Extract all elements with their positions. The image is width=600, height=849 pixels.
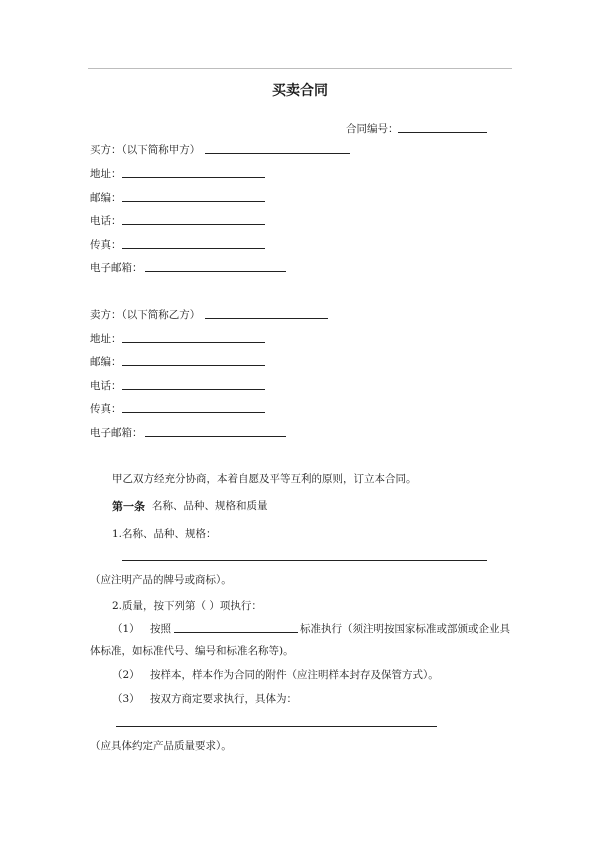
seller-address-field[interactable] [122, 342, 265, 343]
page-title: 买卖合同 [272, 83, 328, 99]
seller-fax-field[interactable] [122, 412, 265, 413]
contract-no-label: 合同编号： [346, 123, 399, 135]
article1-number: 第一条 [112, 500, 145, 513]
buyer-address-label: 地址： [90, 168, 122, 180]
option3-number: （3） [112, 693, 140, 705]
top-divider [88, 68, 512, 69]
buyer-email-field[interactable] [145, 271, 286, 272]
contract-no-field[interactable] [398, 132, 487, 133]
seller-phone-label: 电话： [90, 380, 122, 392]
buyer-fax-label: 传真： [90, 239, 122, 251]
option3-text: 按双方商定要求执行，具体为： [150, 693, 297, 705]
buyer-name-field[interactable] [205, 153, 350, 154]
option1-pre: 按照 [150, 623, 171, 635]
buyer-postcode-field[interactable] [122, 201, 265, 202]
option3-field[interactable] [116, 726, 437, 727]
seller-name-field[interactable] [205, 318, 328, 319]
seller-phone-field[interactable] [122, 389, 265, 390]
buyer-address-field[interactable] [122, 177, 265, 178]
final-note: （应具体约定产品质量要求）。 [90, 740, 232, 752]
seller-postcode-field[interactable] [122, 365, 265, 366]
seller-address-label: 地址： [90, 333, 122, 345]
intro-paragraph: 甲乙双方经充分协商，本着自愿及平等互利的原则，订立本合同。 [112, 473, 417, 485]
option1-number: （1） [112, 623, 140, 635]
buyer-postcode-label: 邮编： [90, 192, 122, 204]
option1-post: 标准执行（须注明按国家标准或部颁或企业具 [300, 623, 510, 635]
option2-number: （2） [112, 669, 140, 681]
buyer-phone-label: 电话： [90, 215, 122, 227]
article1-title: 名称、品种、规格和质量 [152, 500, 268, 512]
option1-continuation: 体标准，如标准代号、编号和标准名称等)。 [90, 645, 294, 657]
seller-postcode-label: 邮编： [90, 356, 122, 368]
option2-text: 按样本，样本作为合同的附件（应注明样本封存及保管方式）。 [150, 669, 439, 681]
seller-label: 卖方：（以下简称乙方） [90, 309, 201, 321]
buyer-email-label: 电子邮箱： [90, 262, 143, 274]
seller-email-field[interactable] [145, 436, 286, 437]
option1-standard-field[interactable] [174, 632, 298, 633]
seller-email-label: 电子邮箱： [90, 427, 143, 439]
buyer-fax-field[interactable] [122, 248, 265, 249]
item1-field[interactable] [122, 560, 487, 561]
item1-label: 1.名称、品种、规格： [112, 528, 217, 540]
buyer-phone-field[interactable] [122, 224, 265, 225]
item2-label: 2.质量，按下列第（ ）项执行： [112, 600, 262, 612]
buyer-label: 买方：（以下简称甲方） [90, 144, 201, 156]
item1-note: （应注明产品的牌号或商标）。 [90, 574, 232, 586]
seller-fax-label: 传真： [90, 403, 122, 415]
